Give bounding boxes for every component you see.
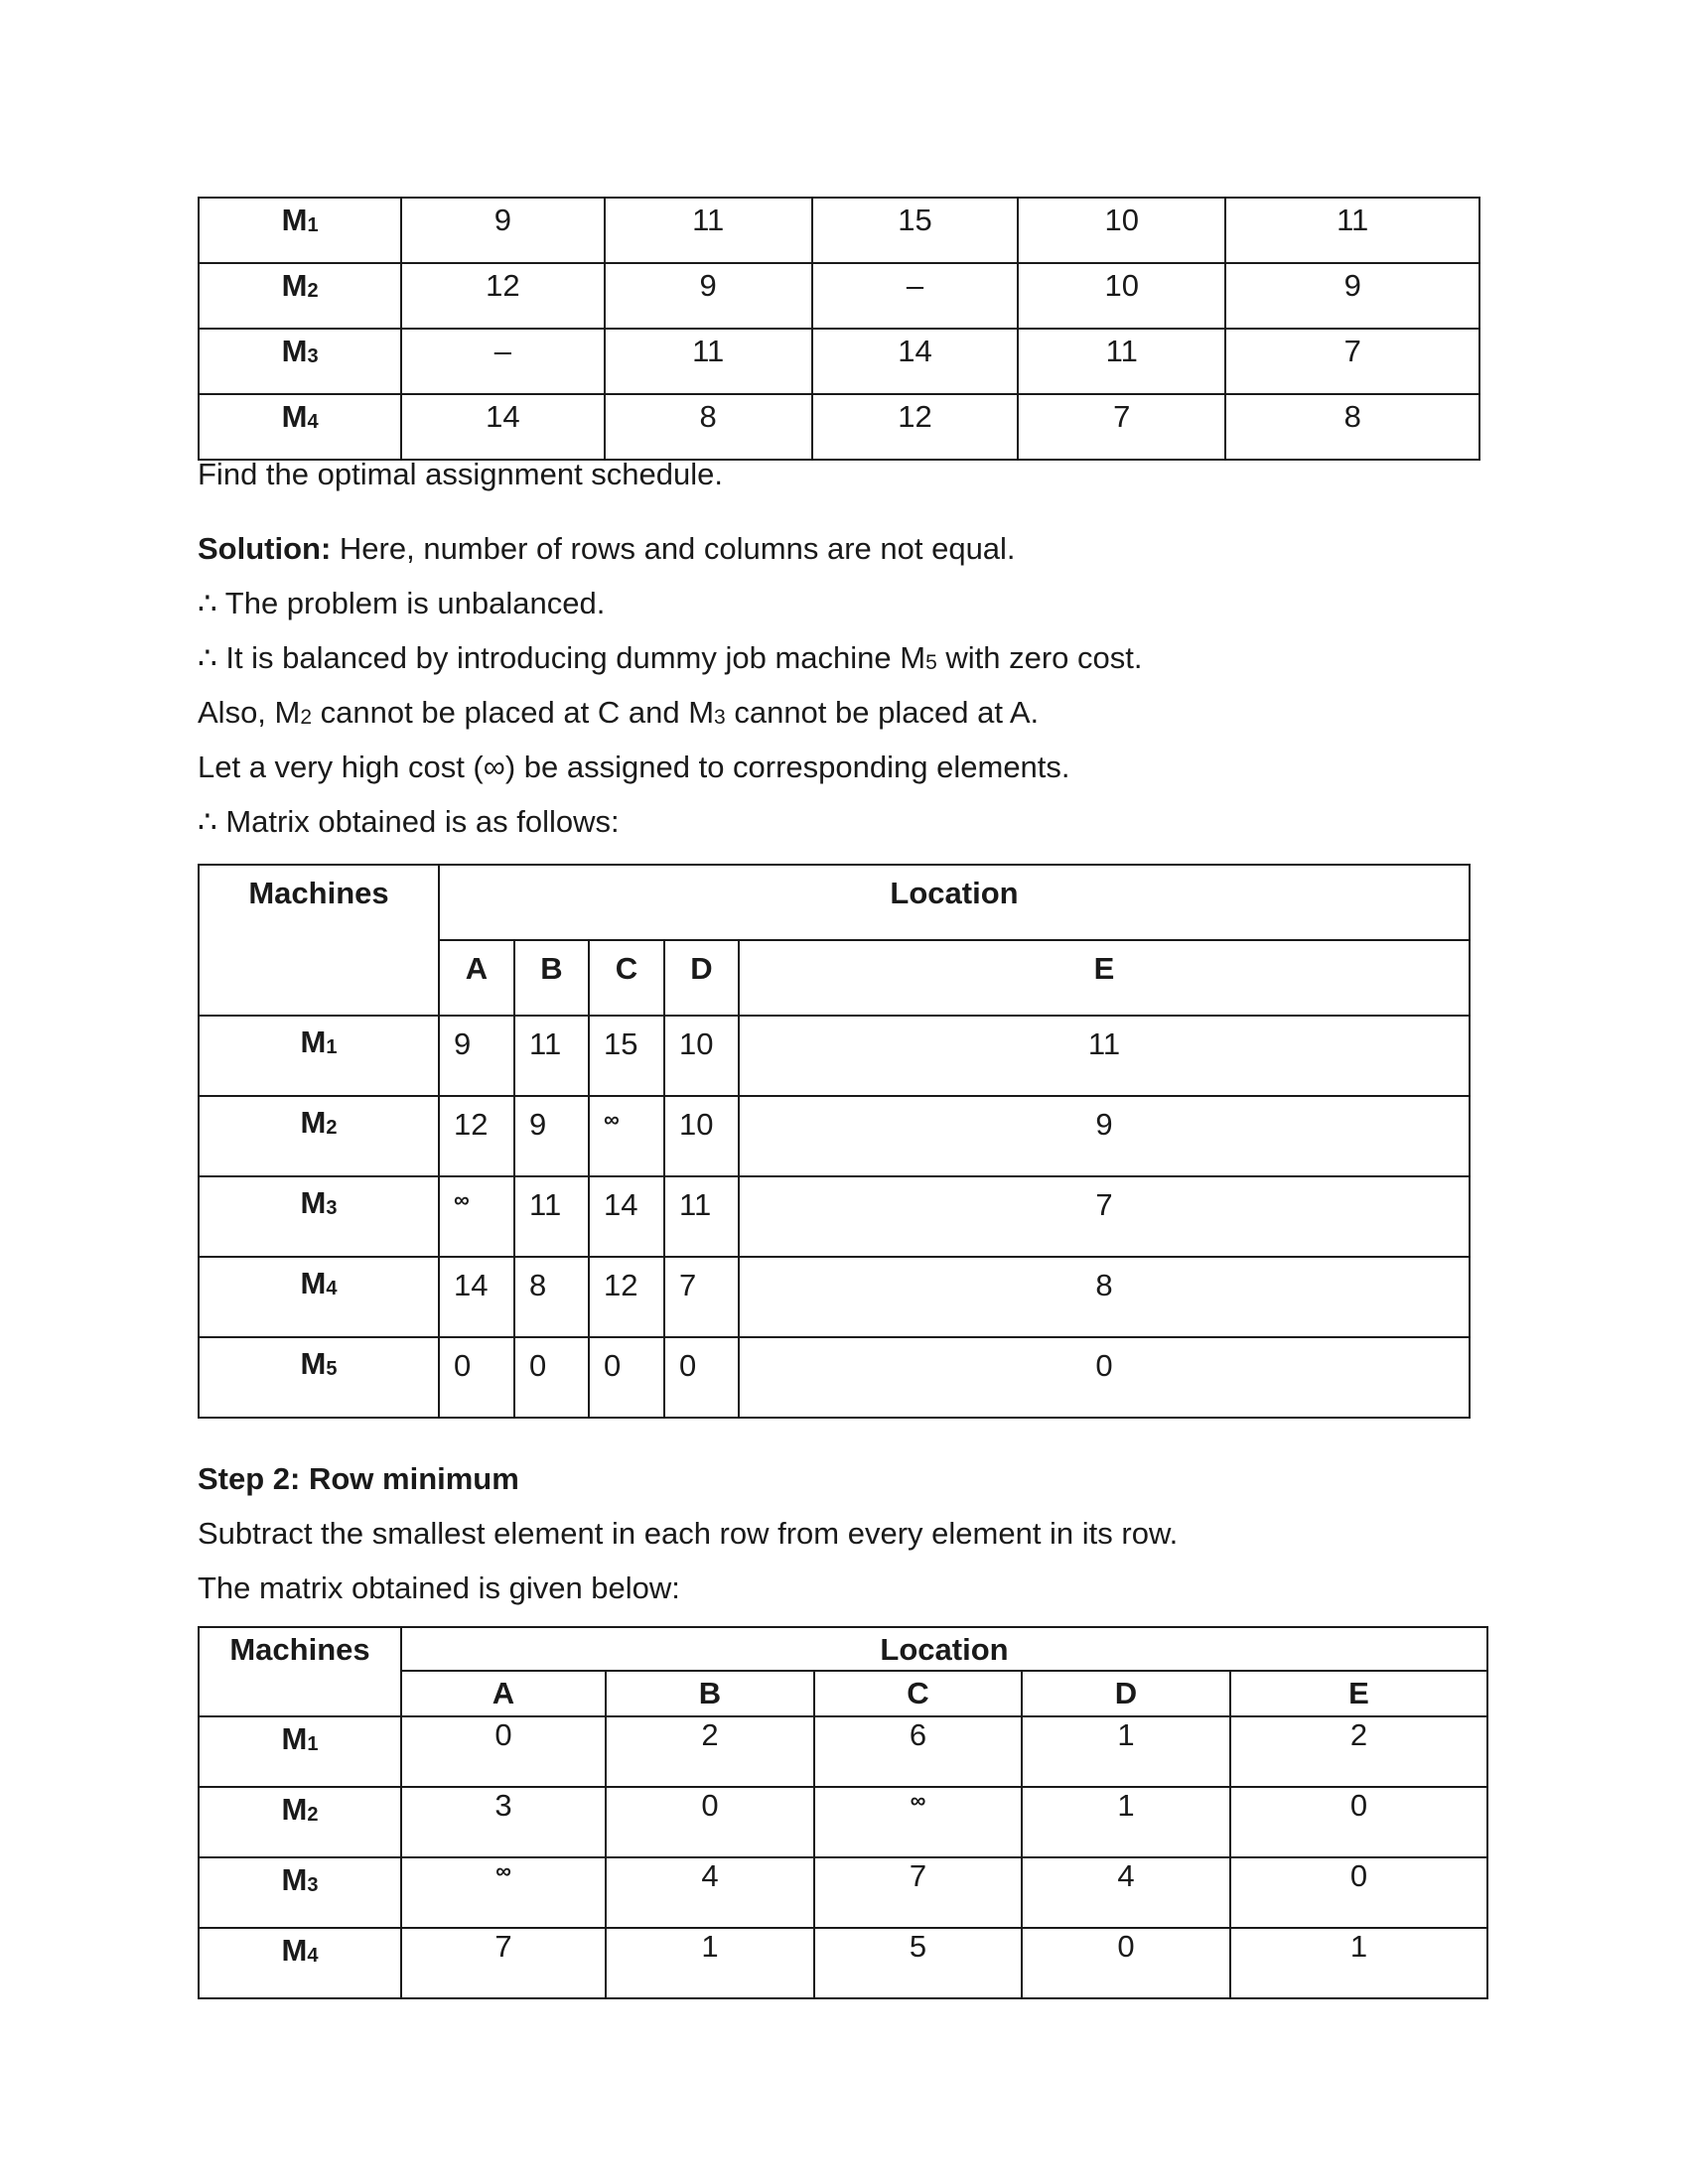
row-label-m1: $M_1$ bbox=[199, 1016, 439, 1096]
table-cell: 7 bbox=[1225, 329, 1479, 394]
table-cell: 0 bbox=[589, 1337, 664, 1418]
table-cell: 10 bbox=[1018, 263, 1225, 329]
table-cell: 0 bbox=[664, 1337, 739, 1418]
table-row bbox=[199, 1016, 1470, 1096]
table-cell: 9 bbox=[401, 198, 604, 263]
table-cell: 6 bbox=[814, 1716, 1022, 1787]
table-cell: 7 bbox=[739, 1176, 1470, 1257]
unbalanced-text: ∴ The problem is unbalanced. bbox=[198, 586, 606, 620]
row-label-m3: $M_3$ bbox=[199, 1176, 439, 1257]
table-cell: 0 bbox=[1230, 1857, 1487, 1928]
table-cell: 15 bbox=[589, 1016, 664, 1096]
row-label-m2: $M_2$ bbox=[199, 1096, 439, 1176]
table-cell: 1 bbox=[1230, 1928, 1487, 1998]
step2-matrix-text: The matrix obtained is given below: bbox=[198, 1570, 680, 1605]
col-header-d: D bbox=[664, 940, 739, 1016]
table-cell: 4 bbox=[606, 1857, 814, 1928]
table-cell: 11 bbox=[605, 198, 812, 263]
table-cell: 12 bbox=[812, 394, 1018, 460]
table-cell: 14 bbox=[589, 1176, 664, 1257]
table-row bbox=[199, 1787, 1487, 1857]
table-cell: 14 bbox=[439, 1257, 514, 1337]
table-cell: 0 bbox=[739, 1337, 1470, 1418]
table-cell: 4 bbox=[1022, 1857, 1230, 1928]
table-cell: 12 bbox=[589, 1257, 664, 1337]
table-cell: 9 bbox=[1225, 263, 1479, 329]
table-cell: 10 bbox=[664, 1016, 739, 1096]
col-header-b: B bbox=[606, 1671, 814, 1716]
table-row bbox=[199, 198, 1479, 263]
table-cell: 7 bbox=[401, 1928, 606, 1998]
table-cell: 0 bbox=[1022, 1928, 1230, 1998]
table-cell: 10 bbox=[664, 1096, 739, 1176]
table-cell: 8 bbox=[1225, 394, 1479, 460]
table-cell: 7 bbox=[664, 1257, 739, 1337]
table-cell: 9 bbox=[739, 1096, 1470, 1176]
table-cell: 11 bbox=[514, 1176, 589, 1257]
table-row bbox=[199, 394, 1479, 460]
table-row bbox=[199, 1928, 1487, 1998]
table-cell: 8 bbox=[605, 394, 812, 460]
table-cell: 9 bbox=[605, 263, 812, 329]
table-cell: 11 bbox=[514, 1016, 589, 1096]
table-cell: 3 bbox=[401, 1787, 606, 1857]
step2-description: Subtract the smallest element in each row from every element in its row. bbox=[198, 1516, 1179, 1551]
row-label-m1: $M_1$ bbox=[199, 198, 401, 263]
table-cell: ∞ bbox=[439, 1176, 514, 1257]
table-row bbox=[199, 1857, 1487, 1928]
col-header-e: E bbox=[1230, 1671, 1487, 1716]
col-header-a: A bbox=[401, 1671, 606, 1716]
row-label-m4: $M_4$ bbox=[199, 1257, 439, 1337]
row-label-m1: $M_1$ bbox=[199, 1716, 401, 1787]
table-cell: 12 bbox=[401, 263, 604, 329]
table-cell: 14 bbox=[401, 394, 604, 460]
row-label-m4: $M_4$ bbox=[199, 394, 401, 460]
solution-text: Here, number of rows and columns are not equal. bbox=[331, 531, 1016, 566]
table-row bbox=[199, 1716, 1487, 1787]
table-cell: 7 bbox=[1018, 394, 1225, 460]
row-label-m5: $M_5$ bbox=[199, 1337, 439, 1418]
col-header-a: A bbox=[439, 940, 514, 1016]
table-cell: 5 bbox=[814, 1928, 1022, 1998]
location-header: Location bbox=[401, 1627, 1487, 1671]
table-cell: ∞ bbox=[589, 1096, 664, 1176]
matrix-follows-text: ∴ Matrix obtained is as follows: bbox=[198, 804, 620, 839]
table-cell: – bbox=[401, 329, 604, 394]
row-label-m4: $M_4$ bbox=[199, 1928, 401, 1998]
table-cell: 0 bbox=[1230, 1787, 1487, 1857]
step2-title: Step 2: Row minimum bbox=[198, 1461, 519, 1496]
table-cell: 8 bbox=[739, 1257, 1470, 1337]
find-text: Find the optimal assignment schedule. bbox=[198, 457, 724, 491]
cost-table-original bbox=[198, 197, 1480, 461]
table-cell: 9 bbox=[439, 1016, 514, 1096]
table-cell: 8 bbox=[514, 1257, 589, 1337]
solution-paragraph bbox=[198, 531, 1016, 567]
table-cell: 0 bbox=[606, 1787, 814, 1857]
row-label-m2: $M_2$ bbox=[199, 263, 401, 329]
row-label-m3: $M_3$ bbox=[199, 1857, 401, 1928]
row-label-m2: $M_2$ bbox=[199, 1787, 401, 1857]
table-cell: 1 bbox=[1022, 1716, 1230, 1787]
col-header-d: D bbox=[1022, 1671, 1230, 1716]
balanced-text: ∴ It is balanced by introducing dummy job machine M5 with zero cost. bbox=[198, 640, 1143, 675]
table-cell: 9 bbox=[514, 1096, 589, 1176]
table-cell: 2 bbox=[606, 1716, 814, 1787]
table-cell: 11 bbox=[1018, 329, 1225, 394]
col-header-e: E bbox=[739, 940, 1470, 1016]
table-cell: 0 bbox=[401, 1716, 606, 1787]
solution-label: Solution: bbox=[198, 531, 332, 566]
table-cell: 14 bbox=[812, 329, 1018, 394]
machines-header: Machines bbox=[199, 1627, 401, 1716]
high-cost-text: Let a very high cost (∞) be assigned to corresponding elements. bbox=[198, 750, 1070, 784]
table-cell: 2 bbox=[1230, 1716, 1487, 1787]
balanced-cost-matrix bbox=[198, 864, 1471, 1419]
table-row bbox=[199, 263, 1479, 329]
table-row bbox=[199, 1257, 1470, 1337]
table-cell: 11 bbox=[664, 1176, 739, 1257]
constraint-text: Also, M2 cannot be placed at C and M3 cannot be placed at A. bbox=[198, 695, 1040, 730]
col-header-c: C bbox=[589, 940, 664, 1016]
table-row bbox=[199, 1096, 1470, 1176]
table-cell: 11 bbox=[739, 1016, 1470, 1096]
table-cell: ∞ bbox=[814, 1787, 1022, 1857]
table-row bbox=[199, 1337, 1470, 1418]
table-cell: 15 bbox=[812, 198, 1018, 263]
table-cell: 11 bbox=[1225, 198, 1479, 263]
table-cell: 7 bbox=[814, 1857, 1022, 1928]
table-cell: – bbox=[812, 263, 1018, 329]
table-row bbox=[199, 1176, 1470, 1257]
header-row bbox=[199, 1627, 1487, 1671]
table-cell: 10 bbox=[1018, 198, 1225, 263]
table-cell: 1 bbox=[1022, 1787, 1230, 1857]
table-cell: 0 bbox=[514, 1337, 589, 1418]
header-row bbox=[199, 865, 1470, 940]
table-cell: 11 bbox=[605, 329, 812, 394]
row-reduced-matrix bbox=[198, 1626, 1488, 1999]
table-cell: 12 bbox=[439, 1096, 514, 1176]
col-header-c: C bbox=[814, 1671, 1022, 1716]
location-header: Location bbox=[439, 865, 1470, 940]
table-row bbox=[199, 329, 1479, 394]
table-cell: ∞ bbox=[401, 1857, 606, 1928]
machines-header: Machines bbox=[199, 865, 439, 1016]
table-cell: 1 bbox=[606, 1928, 814, 1998]
row-label-m3: $M_3$ bbox=[199, 329, 401, 394]
col-header-b: B bbox=[514, 940, 589, 1016]
table-cell: 0 bbox=[439, 1337, 514, 1418]
